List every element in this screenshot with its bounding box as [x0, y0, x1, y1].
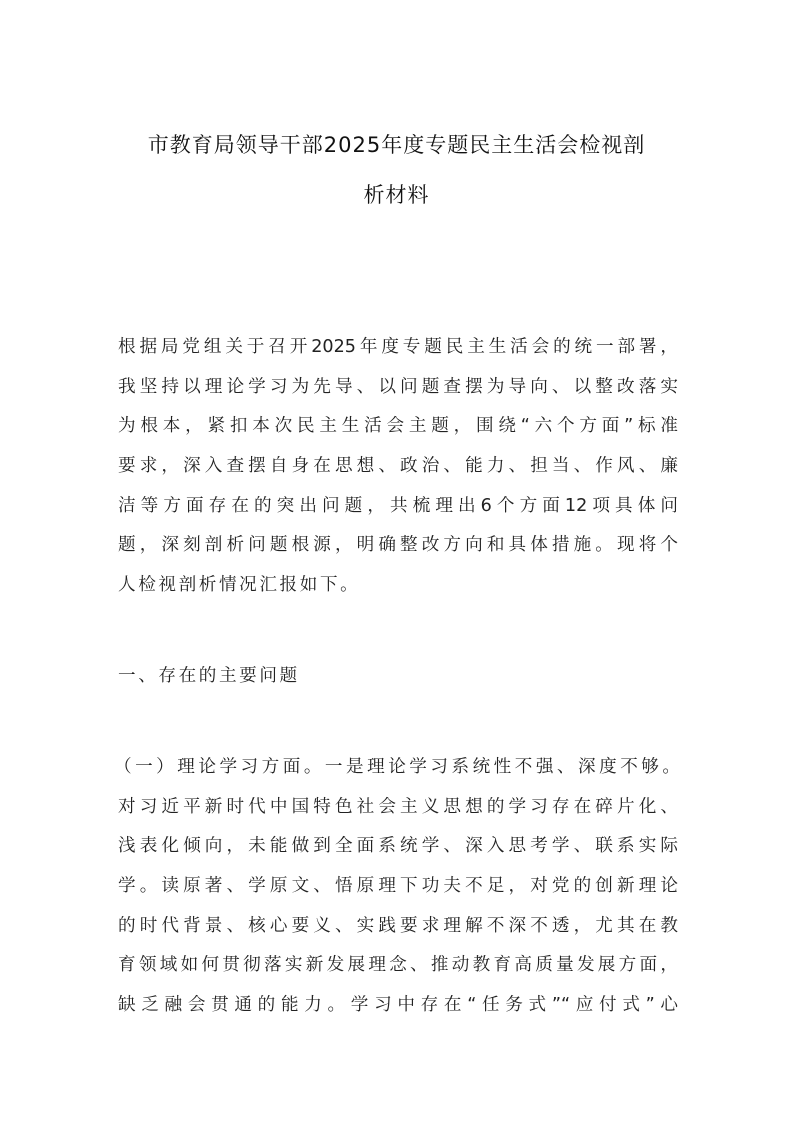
paragraph-line: 题，深刻剖析问题根源，明确整改方向和具体措施。现将个	[118, 535, 678, 555]
paragraph-line: 育领域如何贯彻落实新发展理念、推动教育高质量发展方面，	[118, 955, 678, 975]
paragraph-line: 对习近平新时代中国特色社会主义思想的学习存在碎片化、	[118, 797, 678, 817]
paragraph-line: 我坚持以理论学习为先导、以问题查摆为导向、以整改落实	[118, 377, 678, 397]
paragraph-line: 为根本，紧扣本次民主生活会主题，围绕“六个方面”标准	[118, 416, 678, 436]
section-heading: 一、存在的主要问题	[118, 666, 300, 686]
paragraph-line: 洁等方面存在的突出问题，共梳理出6个方面12项具体问	[118, 496, 678, 516]
paragraph-line: （一）理论学习方面。一是理论学习系统性不强、深度不够。	[114, 757, 680, 777]
paragraph-line: 人检视剖析情况汇报如下。	[118, 575, 361, 595]
paragraph-line: 的时代背景、核心要义、实践要求理解不深不透，尤其在教	[118, 916, 678, 936]
paragraph-line: 缺乏融会贯通的能力。学习中存在“任务式”“应付式”心	[118, 995, 678, 1015]
document-title-line-2: 析材料	[363, 183, 430, 207]
paragraph-line: 学。读原著、学原文、悟原理下功夫不足，对党的创新理论	[118, 876, 678, 896]
paragraph-line: 根据局党组关于召开2025年度专题民主生活会的统一部署，	[118, 337, 678, 357]
document-title-line-1: 市教育局领导干部2025年度专题民主生活会检视剖	[147, 133, 646, 157]
paragraph-line: 要求，深入查摆自身在思想、政治、能力、担当、作风、廉	[118, 456, 678, 476]
paragraph-line: 浅表化倾向，未能做到全面系统学、深入思考学、联系实际	[118, 836, 678, 856]
